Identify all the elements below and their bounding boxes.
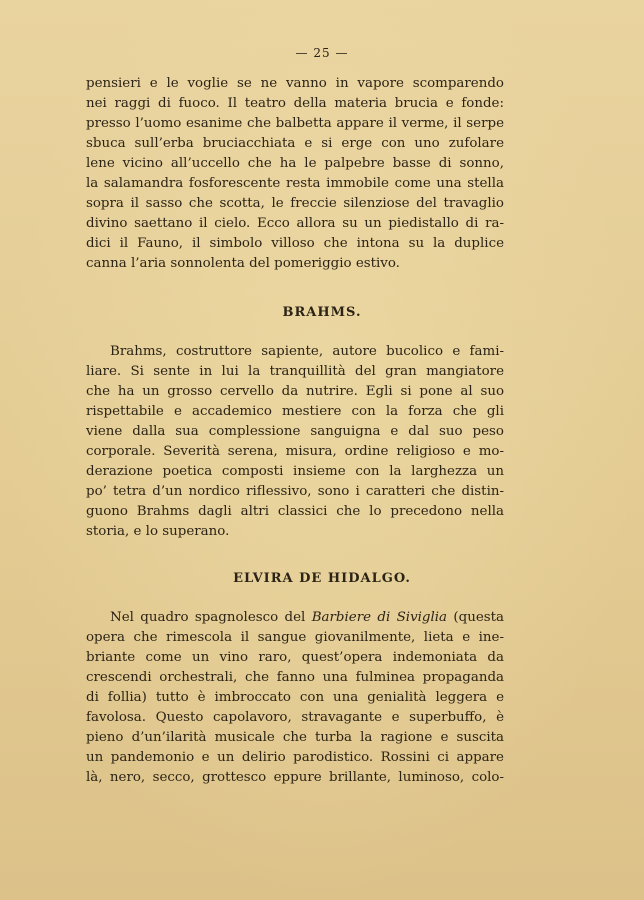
- elvira-paragraph: [86, 608, 504, 788]
- section-intro-paragraph: [86, 74, 504, 274]
- brahms-paragraph: [86, 342, 504, 542]
- text-line: Brahms, costruttore sapiente, autore bucolico e fami-: [110, 344, 504, 359]
- text-line: crescendi orchestrali, che fanno una fulminea propaganda: [86, 670, 504, 685]
- text-line: derazione poetica composti insieme con la larghezza un: [86, 464, 504, 479]
- text-line: corporale. Severità serena, misura, ordine religioso e mo-: [86, 444, 504, 459]
- text-line: favolosa. Questo capolavoro, stravagante e superbuffo, è: [86, 710, 504, 725]
- text-line: presso l’uomo esanime che balbetta appare il verme, il serpe: [86, 116, 504, 131]
- text-line: storia, e lo superano.: [86, 524, 230, 539]
- text-line: po’ tetra d’un nordico riflessivo, sono i caratteri che distin-: [86, 484, 504, 499]
- text-line: divino saettano il cielo. Ecco allora su un piedistallo di ra-: [86, 216, 504, 231]
- text-line: sbuca sull’erba bruciacchiata e si erge con uno zufolare: [86, 136, 504, 151]
- text-line: là, nero, secco, grottesco eppure brillante, luminoso, colo-: [86, 770, 504, 785]
- text-line: viene dalla sua complessione sanguigna e dal suo peso: [86, 424, 504, 439]
- text-line: rispettabile e accademico mestiere con la forza che gli: [86, 404, 504, 419]
- text-line: pensieri e le voglie se ne vanno in vapore scomparendo: [86, 76, 504, 91]
- text-line: un pandemonio e un delirio parodistico. Rossini ci appare: [86, 750, 504, 765]
- text-line: briante come un vino raro, quest’opera indemoniata da: [86, 650, 504, 665]
- text-line: canna l’aria sonnolenta del pomeriggio estivo.: [86, 256, 400, 271]
- text-segment: Nel quadro spagnolesco del: [110, 610, 312, 625]
- section-heading-brahms: BRAHMS.: [282, 305, 362, 320]
- text-line: la salamandra fosforescente resta immobile come una stella: [86, 176, 504, 191]
- text-line: dici il Fauno, il simbolo villoso che intona su la duplice: [86, 236, 504, 251]
- text-line: che ha un grosso cervello da nutrire. Egli si pone al suo: [86, 384, 504, 399]
- text-line: di follia) tutto è imbroccato con una genialità leggera e: [86, 690, 504, 705]
- text-line: [86, 608, 504, 628]
- text-line: lene vicino all’uccello che ha le palpebre basse di sonno,: [86, 156, 504, 171]
- opera-title-italic: Barbiere di Siviglia: [311, 610, 448, 625]
- text-line: guono Brahms dagli altri classici che lo precedono nella: [86, 504, 504, 519]
- text-line: liare. Si sente in lui la tranquillità del gran mangiatore: [86, 364, 504, 379]
- text-segment: (questa: [447, 610, 504, 625]
- page-number: — 25 —: [295, 46, 349, 60]
- section-heading-elvira-de-hidalgo: ELVIRA DE HIDALGO.: [233, 571, 411, 586]
- text-line: pieno d’un’ilarità musicale che turba la ragione e suscita: [86, 730, 504, 745]
- text-line: nei raggi di fuoco. Il teatro della materia brucia e fonde:: [86, 96, 504, 111]
- text-line: sopra il sasso che scotta, le freccie silenziose del travaglio: [86, 196, 504, 211]
- text-line: opera che rimescola il sangue giovanilmente, lieta e ine-: [86, 630, 504, 645]
